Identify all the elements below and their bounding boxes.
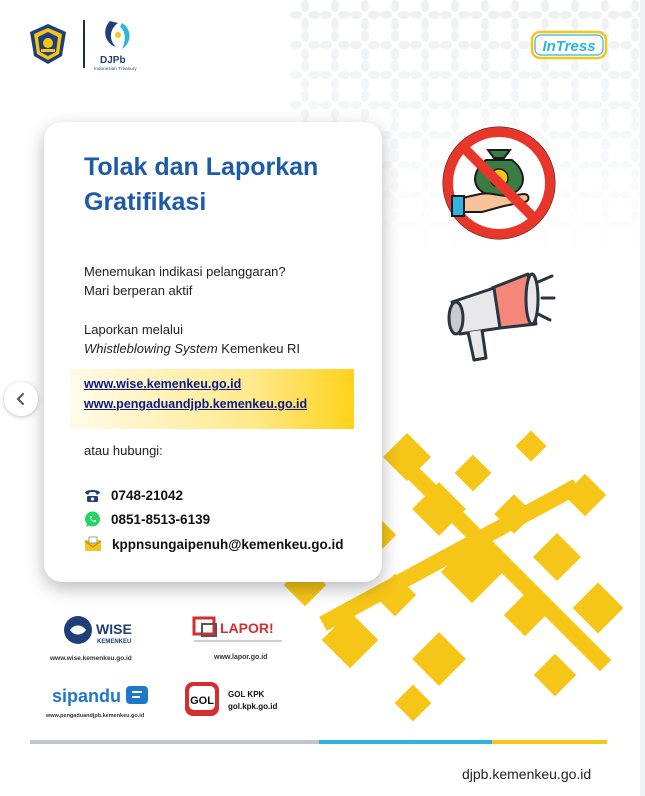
djpb-logo-text: DJPb [100,55,126,66]
gol-kpk-url: gol.kpk.go.id [228,702,278,711]
intress-logo-text: InTress [542,38,596,55]
report-line-suffix: Kemenkeu RI [217,341,301,356]
sipandu-logo [50,680,155,712]
report-text [84,320,300,358]
djpb-logo-subtext: Indonesian Treasury [94,66,137,71]
sipandu-url: www.pengaduandjpb.kemenkeu.go.id [46,713,145,719]
telephone-icon [84,488,101,503]
footer-website: djpb.kemenkeu.go.id [462,766,592,782]
phone-number: 0748-21042 [111,487,184,503]
report-card [44,122,382,582]
report-line-2 [84,339,300,358]
whistleblowing-system-label: Whistleblowing System [84,341,218,356]
carousel-prev-button[interactable] [4,382,38,416]
lapor-logo-name: LAPOR! [220,620,274,636]
pengaduan-djpb-link[interactable]: www.pengaduandjpb.kemenkeu.go.id [84,397,308,411]
contact-intro: atau hubungi: [84,443,163,458]
lapor-logo [192,614,287,654]
contact-email [84,533,343,555]
megaphone-icon [438,268,556,380]
gol-kpk-name: GOL KPK [228,690,265,699]
intro-line-1: Menemukan indikasi pelanggaran? [84,264,286,279]
sipandu-logo-name: sipandu [52,686,122,706]
gol-icon-text: GOL [190,695,214,707]
envelope-icon [84,536,102,552]
contact-whatsapp [84,508,210,530]
footer-bar-yellow [492,740,607,744]
page-title: Tolak dan Laporkan Gratifikasi [84,153,319,216]
wise-link[interactable]: www.wise.kemenkeu.go.id [84,377,242,391]
kemenkeu-logo [26,22,70,66]
wise-url: www.wise.kemenkeu.go.id [50,655,132,662]
wise-logo-name: WISE [96,621,132,637]
chevron-left-icon [14,392,28,406]
wise-logo-sub: KEMENKEU [97,639,132,645]
report-line-1: Laporkan melalui [84,322,184,337]
whatsapp-number: 0851-8513-6139 [111,511,211,527]
intro-text [84,262,286,300]
email-address: kppnsungaipenuh@kemenkeu.go.id [112,536,344,552]
footer-bar-gray [30,740,319,744]
contact-phone [84,484,183,506]
lapor-url: www.lapor.go.id [214,654,268,661]
whatsapp-icon [84,511,101,528]
logo-divider [83,20,85,68]
no-bribery-icon [438,122,560,244]
gol-kpk-logo [181,680,223,720]
intro-line-2: Mari berperan aktif [84,283,193,298]
link-highlight-box [70,369,354,429]
intress-logo [530,28,608,62]
footer-bar-blue [319,740,492,744]
